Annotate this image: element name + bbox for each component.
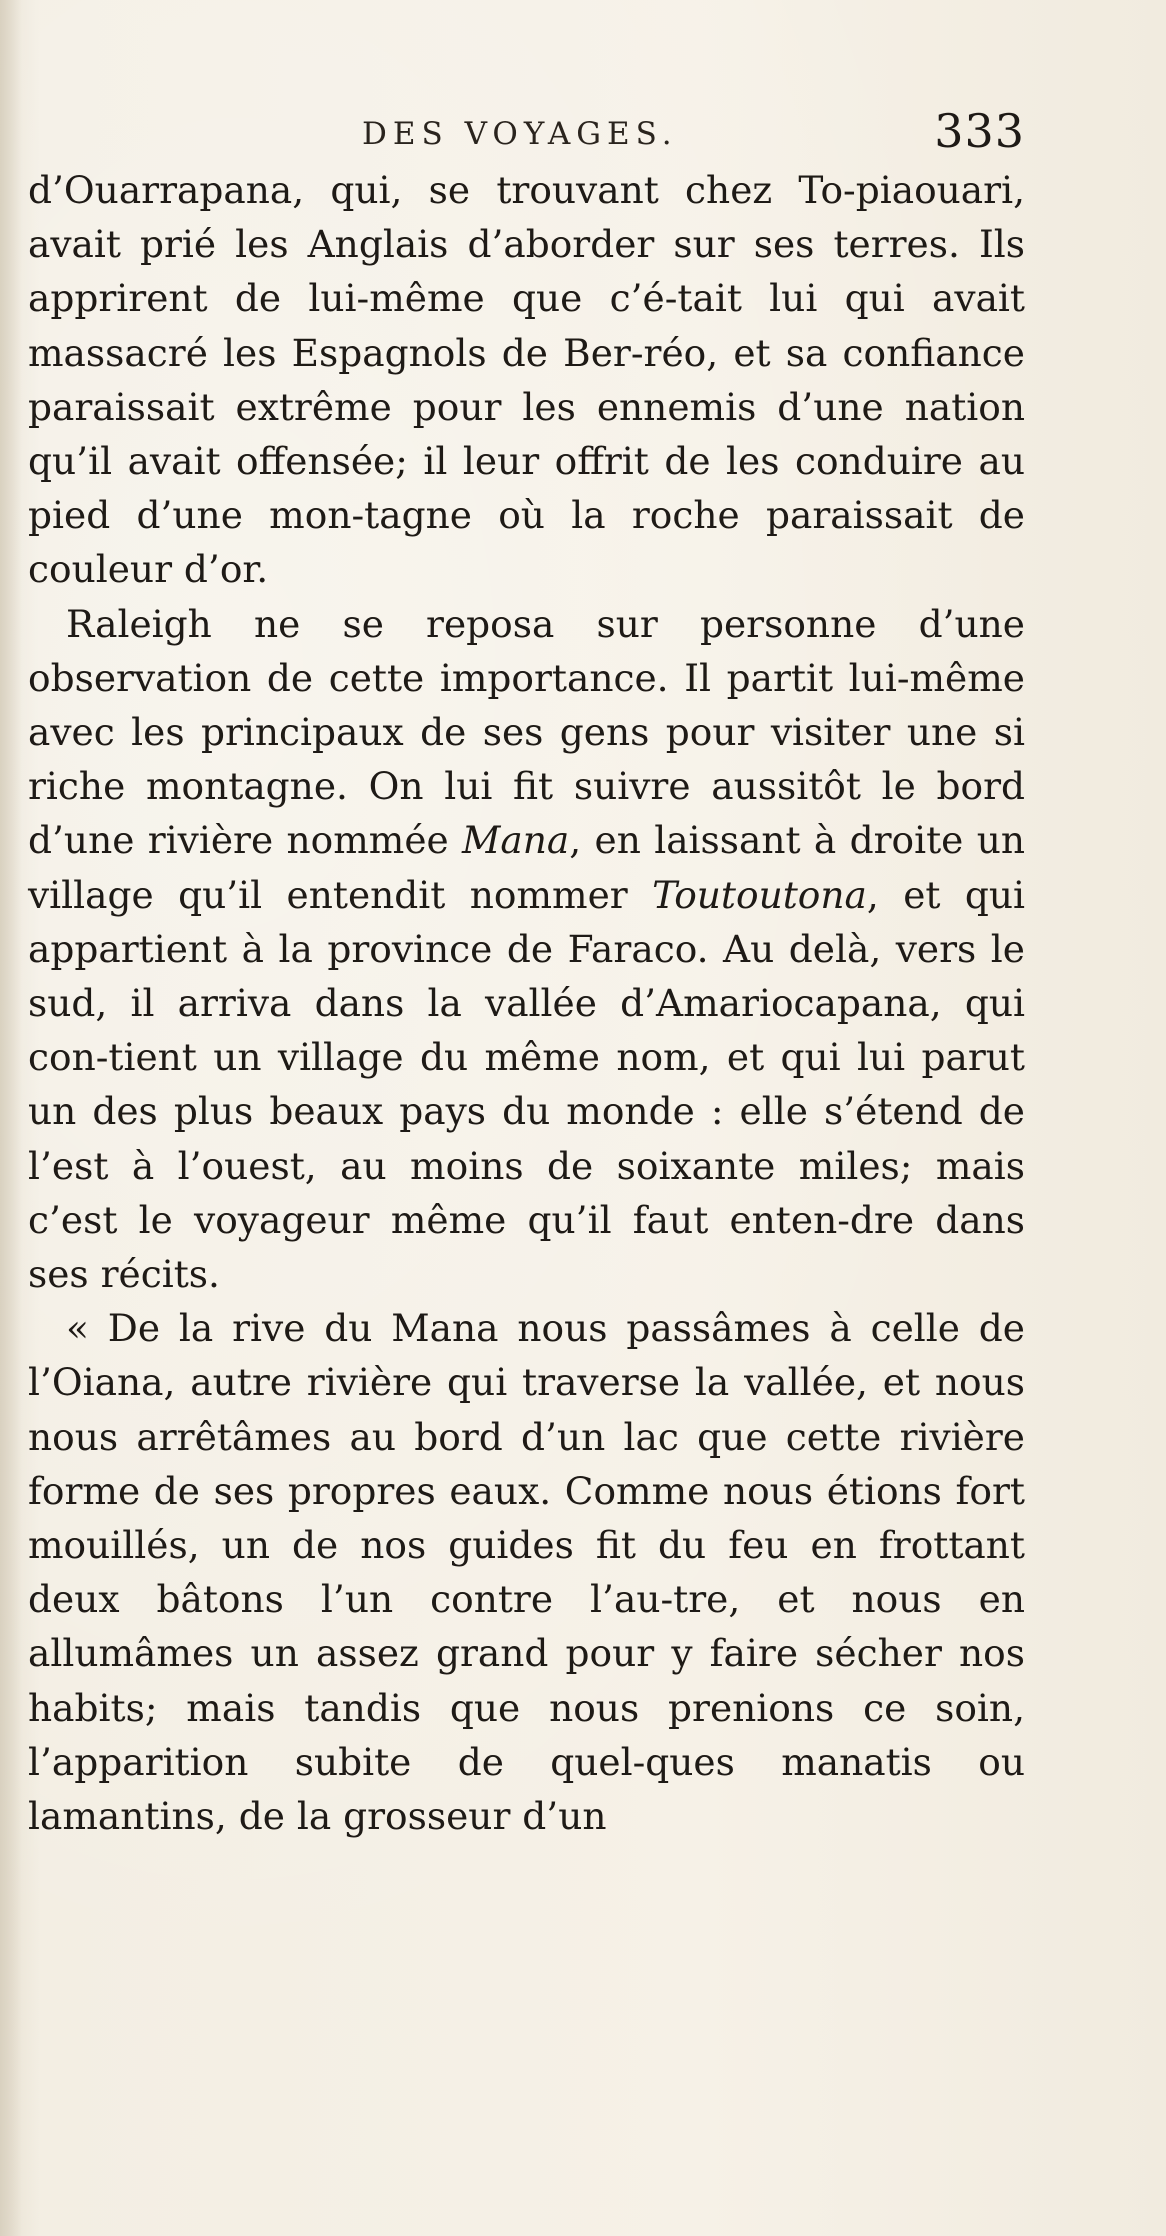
paragraph-2: [28, 597, 1025, 1302]
paragraph-2-text-c: , et qui appartient à la province de Faraco. Au delà, vers le sud, il arriva dans la vallée d’Amariocapana, qui con-tient un village du même nom, et qui lui parut un des plus beaux pays du monde : elle s’étend de l’est à l’ouest, au moins de soixante miles; mais c’est le voyageur même qu’il faut enten-dre dans ses récits.: [28, 872, 1025, 1297]
italic-river-name: Mana: [462, 818, 570, 863]
running-title: DES VOYAGES.: [362, 116, 678, 152]
paragraph-2-text-a: Raleigh ne se reposa sur personne d’une observation de cette importance. Il partit lui-même avec les principaux de ses gens pour visiter une si riche montagne. On lui fit suivre aussitôt le bord d’une rivière nommée: [28, 601, 1025, 863]
paragraph-1: [28, 163, 1025, 597]
italic-village-name: Toutoutona: [652, 872, 867, 917]
page-gutter-shadow: [0, 0, 22, 2236]
page-number: 333: [934, 104, 1025, 158]
body-text: [28, 163, 1025, 1843]
paragraph-3-text: « De la rive du Mana nous passâmes à celle de l’Oiana, autre rivière qui traverse la vallée, et nous nous arrêtâmes au bord d’un lac que cette rivière forme de ses propres eaux. Comme nous étions fort mouillés, un de nos guides fit du feu en frottant deux bâtons l’un contre l’au-tre, et nous en allumâmes un assez grand pour y faire sécher nos habits; mais tandis que nous prenions ce soin, l’apparition subite de quel-ques manatis ou lamantins, de la grosseur d’un: [28, 1306, 1025, 1839]
paragraph-1-text: d’Ouarrapana, qui, se trouvant chez To-piaouari, avait prié les Anglais d’aborder sur ses terres. Ils apprirent de lui-même que c’é-tait lui qui avait massacré les Espagnols de Ber-réo, et sa confiance paraissait extrême pour les ennemis d’une nation qu’il avait offensée; il leur offrit de les conduire au pied d’une mon-tagne où la roche paraissait de couleur d’or.: [28, 168, 1025, 592]
running-header: [27, 104, 1025, 164]
paragraph-2-text-b: , en laissant à droite un village qu’il entendit nommer: [28, 818, 1025, 917]
paragraph-3: [28, 1301, 1025, 1843]
